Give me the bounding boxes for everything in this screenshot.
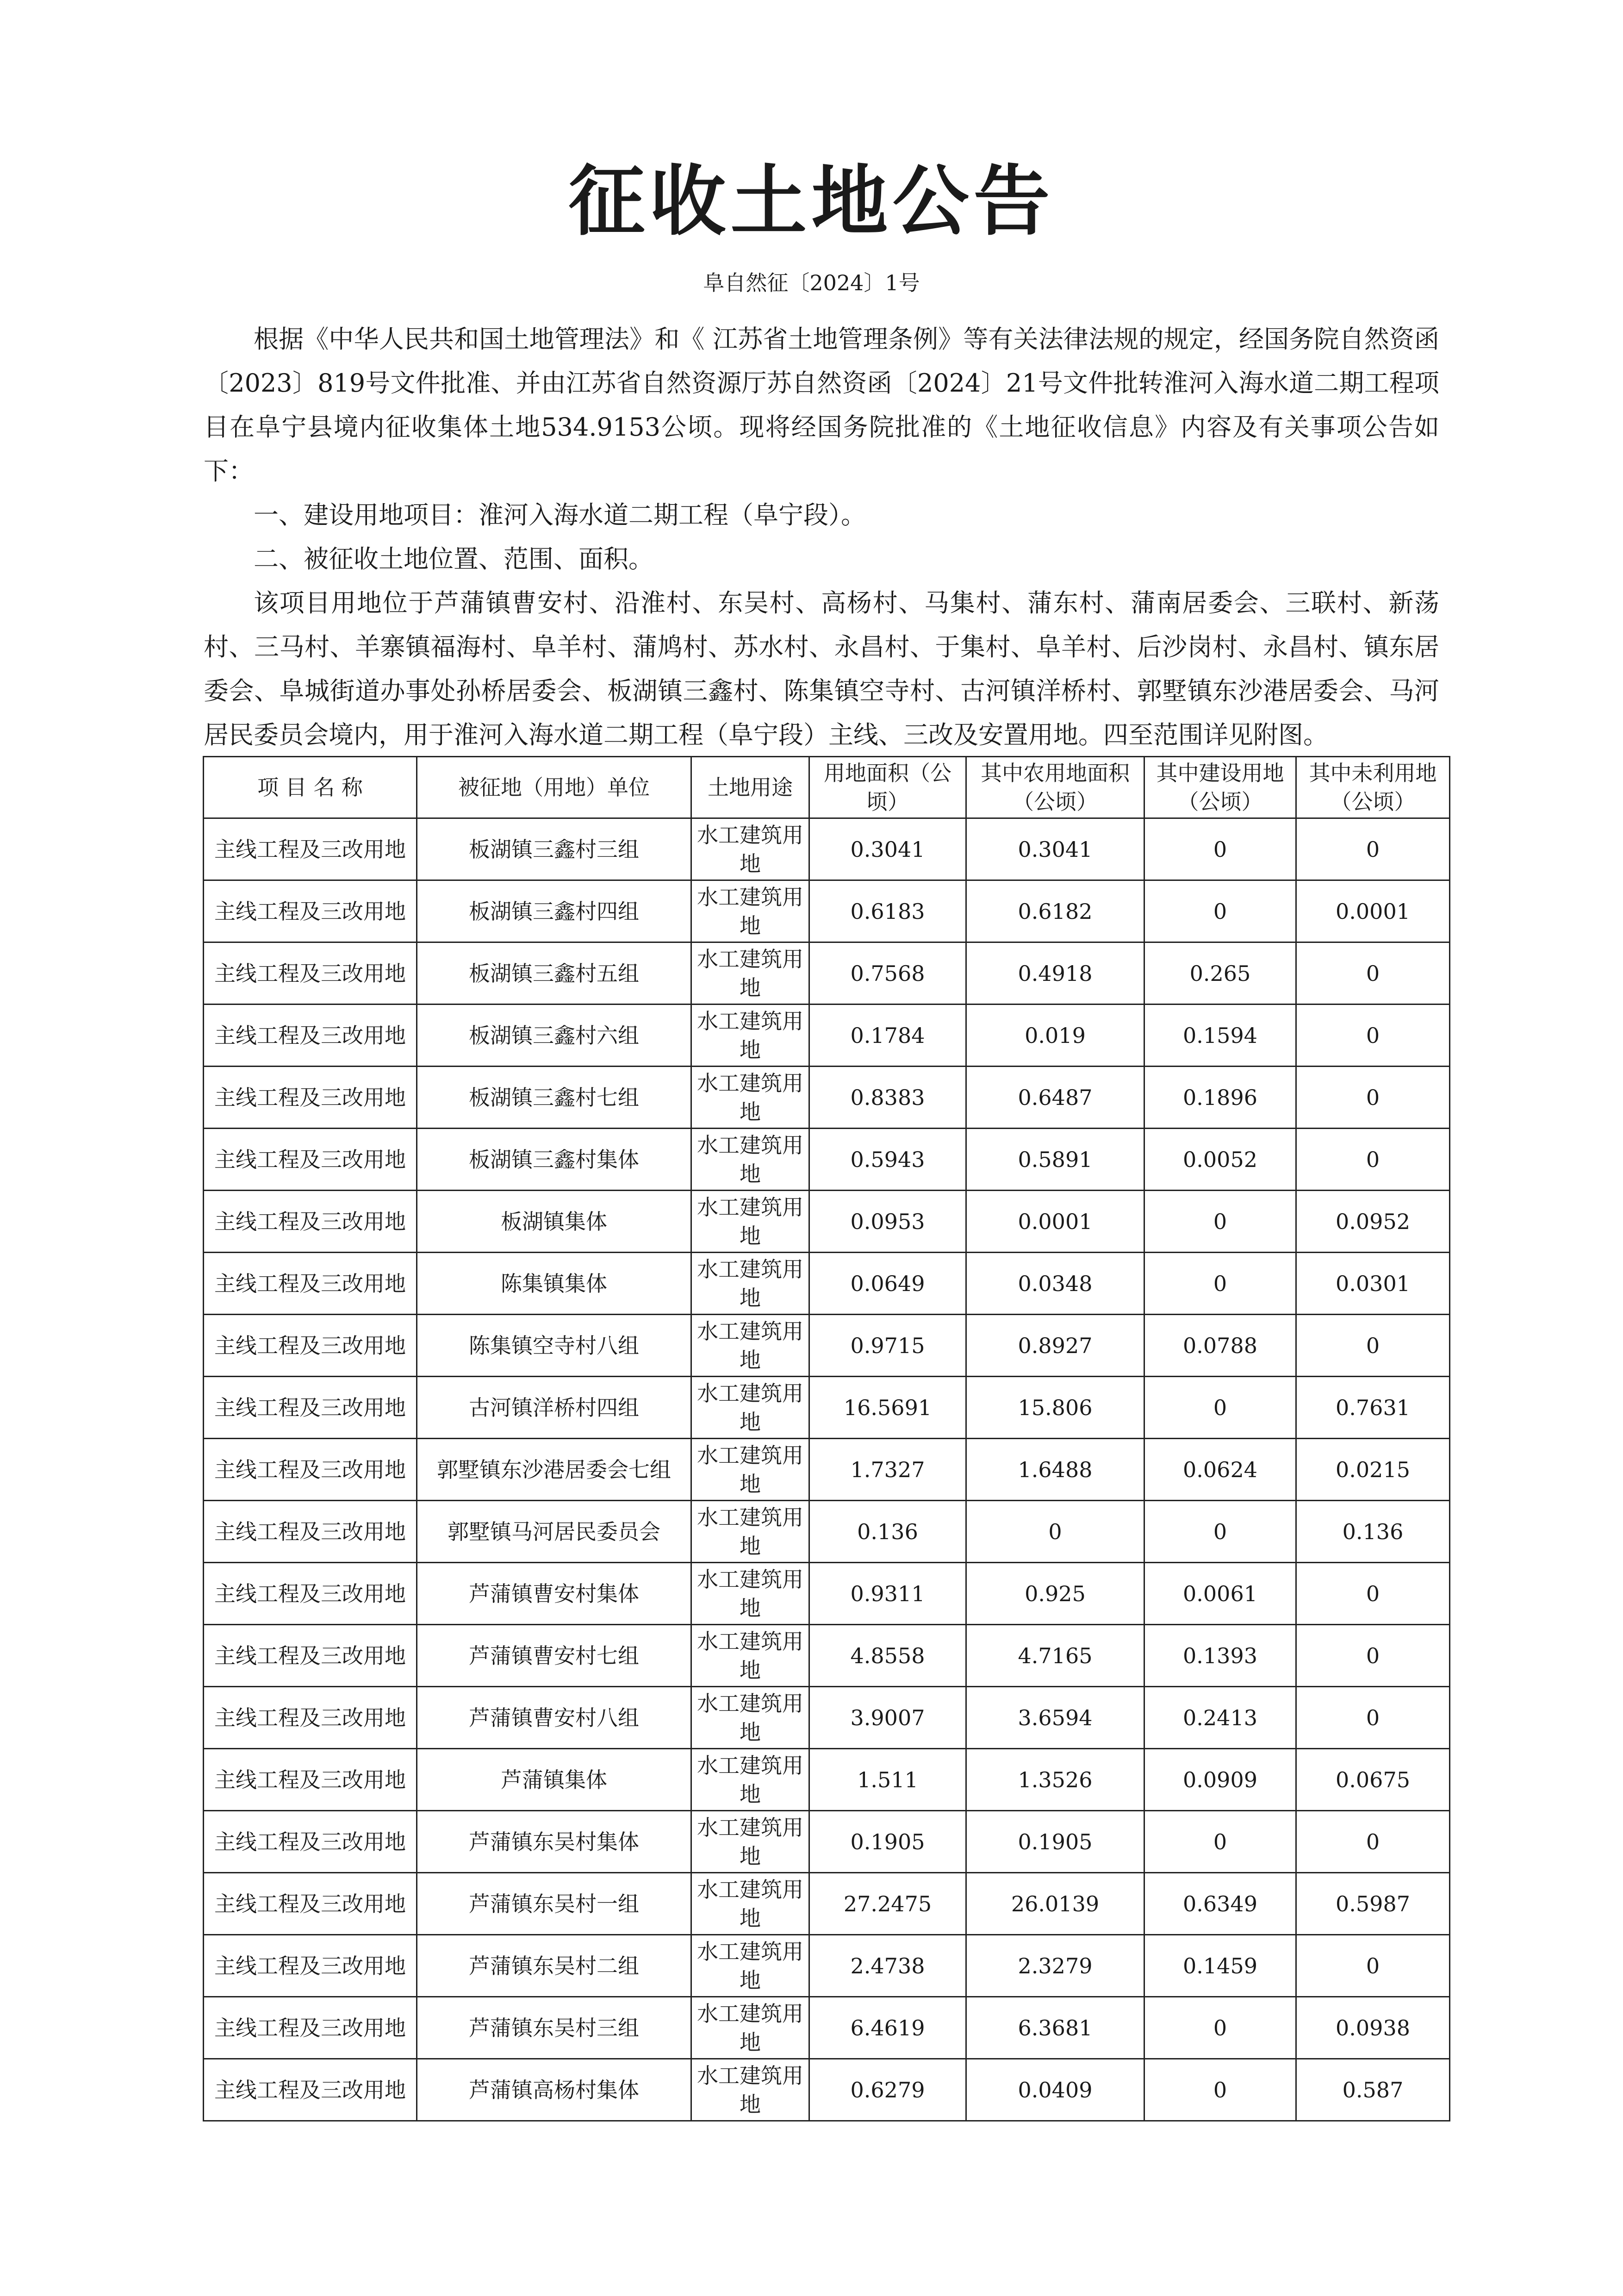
cell-agricultural-area: 0.0348 <box>966 1253 1144 1315</box>
cell-land-use: 水工建筑用地 <box>691 880 809 942</box>
table-row <box>204 1191 1450 1253</box>
cell-unit: 芦蒲镇高杨村集体 <box>417 2059 691 2121</box>
table-row <box>204 1129 1450 1191</box>
cell-project-name: 主线工程及三改用地 <box>204 1563 417 1625</box>
cell-land-use: 水工建筑用地 <box>691 818 809 880</box>
cell-total-area: 0.1784 <box>809 1004 966 1067</box>
item-one-paragraph: 一、建设用地项目：淮河入海水道二期工程（阜宁段）。 <box>254 500 866 530</box>
cell-unit: 芦蒲镇曹安村七组 <box>417 1625 691 1687</box>
cell-project-name: 主线工程及三改用地 <box>204 1377 417 1439</box>
table-row <box>204 1811 1450 1873</box>
cell-land-use: 水工建筑用地 <box>691 1997 809 2059</box>
table-row <box>204 942 1450 1004</box>
cell-unit: 芦蒲镇集体 <box>417 1749 691 1811</box>
cell-unit: 古河镇洋桥村四组 <box>417 1377 691 1439</box>
cell-total-area: 0.1905 <box>809 1811 966 1873</box>
cell-agricultural-area: 0.4918 <box>966 942 1144 1004</box>
cell-construction-area: 0.1896 <box>1144 1067 1296 1129</box>
cell-total-area: 0.5943 <box>809 1129 966 1191</box>
cell-unit: 板湖镇集体 <box>417 1191 691 1253</box>
table-row <box>204 1067 1450 1129</box>
cell-agricultural-area: 0.8927 <box>966 1315 1144 1377</box>
cell-construction-area: 0.0624 <box>1144 1439 1296 1501</box>
cell-project-name: 主线工程及三改用地 <box>204 1625 417 1687</box>
cell-unused-area: 0 <box>1296 1687 1450 1749</box>
land-acquisition-table <box>203 756 1450 2121</box>
cell-land-use: 水工建筑用地 <box>691 1501 809 1563</box>
cell-unit: 芦蒲镇东吴村一组 <box>417 1873 691 1935</box>
table-row <box>204 818 1450 880</box>
cell-total-area: 0.9311 <box>809 1563 966 1625</box>
cell-unit: 郭墅镇马河居民委员会 <box>417 1501 691 1563</box>
cell-project-name: 主线工程及三改用地 <box>204 1315 417 1377</box>
table-row <box>204 1625 1450 1687</box>
cell-agricultural-area: 4.7165 <box>966 1625 1144 1687</box>
cell-construction-area: 0 <box>1144 880 1296 942</box>
cell-total-area: 1.7327 <box>809 1439 966 1501</box>
cell-land-use: 水工建筑用地 <box>691 1811 809 1873</box>
cell-total-area: 0.6183 <box>809 880 966 942</box>
cell-total-area: 1.511 <box>809 1749 966 1811</box>
cell-agricultural-area: 0.3041 <box>966 818 1144 880</box>
cell-project-name: 主线工程及三改用地 <box>204 1749 417 1811</box>
cell-agricultural-area: 0.6182 <box>966 880 1144 942</box>
cell-unit: 板湖镇三鑫村集体 <box>417 1129 691 1191</box>
cell-total-area: 0.0953 <box>809 1191 966 1253</box>
cell-agricultural-area: 0 <box>966 1501 1144 1563</box>
cell-land-use: 水工建筑用地 <box>691 1439 809 1501</box>
cell-unused-area: 0.0001 <box>1296 880 1450 942</box>
cell-agricultural-area: 0.925 <box>966 1563 1144 1625</box>
cell-total-area: 0.8383 <box>809 1067 966 1129</box>
cell-agricultural-area: 15.806 <box>966 1377 1144 1439</box>
cell-total-area: 0.0649 <box>809 1253 966 1315</box>
table-row <box>204 1873 1450 1935</box>
cell-unused-area: 0 <box>1296 1935 1450 1997</box>
header-unit: 被征地（用地）单位 <box>417 757 691 818</box>
cell-project-name: 主线工程及三改用地 <box>204 2059 417 2121</box>
cell-agricultural-area: 0.6487 <box>966 1067 1144 1129</box>
cell-unit: 板湖镇三鑫村三组 <box>417 818 691 880</box>
header-unused-area: 其中未利用地（公顷） <box>1296 757 1450 818</box>
cell-project-name: 主线工程及三改用地 <box>204 1129 417 1191</box>
cell-construction-area: 0 <box>1144 2059 1296 2121</box>
cell-land-use: 水工建筑用地 <box>691 1873 809 1935</box>
cell-land-use: 水工建筑用地 <box>691 1625 809 1687</box>
cell-unused-area: 0 <box>1296 1563 1450 1625</box>
cell-unused-area: 0.0301 <box>1296 1253 1450 1315</box>
cell-project-name: 主线工程及三改用地 <box>204 1873 417 1935</box>
cell-total-area: 6.4619 <box>809 1997 966 2059</box>
cell-unit: 板湖镇三鑫村四组 <box>417 880 691 942</box>
header-agricultural-area: 其中农用地面积（公顷） <box>966 757 1144 818</box>
cell-total-area: 0.7568 <box>809 942 966 1004</box>
document-number: 阜自然征〔2024〕1号 <box>703 270 920 295</box>
cell-agricultural-area: 0.0001 <box>966 1191 1144 1253</box>
table-row <box>204 1749 1450 1811</box>
cell-unit: 芦蒲镇曹安村八组 <box>417 1687 691 1749</box>
cell-unused-area: 0.0675 <box>1296 1749 1450 1811</box>
cell-project-name: 主线工程及三改用地 <box>204 1687 417 1749</box>
cell-construction-area: 0.1594 <box>1144 1004 1296 1067</box>
cell-agricultural-area: 0.019 <box>966 1004 1144 1067</box>
cell-total-area: 0.9715 <box>809 1315 966 1377</box>
cell-construction-area: 0 <box>1144 1377 1296 1439</box>
cell-construction-area: 0.2413 <box>1144 1687 1296 1749</box>
cell-construction-area: 0 <box>1144 1191 1296 1253</box>
cell-unused-area: 0.5987 <box>1296 1873 1450 1935</box>
cell-total-area: 0.3041 <box>809 818 966 880</box>
cell-unused-area: 0 <box>1296 818 1450 880</box>
header-project-name: 项 目 名 称 <box>204 757 417 818</box>
cell-unused-area: 0 <box>1296 1625 1450 1687</box>
table-row <box>204 1997 1450 2059</box>
cell-total-area: 2.4738 <box>809 1935 966 1997</box>
cell-unit: 芦蒲镇东吴村三组 <box>417 1997 691 2059</box>
cell-agricultural-area: 0.0409 <box>966 2059 1144 2121</box>
table-row <box>204 1004 1450 1067</box>
cell-project-name: 主线工程及三改用地 <box>204 1997 417 2059</box>
cell-unused-area: 0.136 <box>1296 1501 1450 1563</box>
cell-land-use: 水工建筑用地 <box>691 1129 809 1191</box>
notice-title: 征收土地公告 <box>568 157 1055 246</box>
cell-construction-area: 0 <box>1144 818 1296 880</box>
cell-project-name: 主线工程及三改用地 <box>204 1253 417 1315</box>
cell-unit: 板湖镇三鑫村七组 <box>417 1067 691 1129</box>
location-paragraph: 该项目用地位于芦蒲镇曹安村、沿淮村、东吴村、高杨村、马集村、蒲东村、蒲南居委会、三联村、新荡村、三马村、羊寨镇福海村、阜羊村、蒲鸠村、苏水村、永昌村、于集村、阜羊村、后沙岗村、永昌村、镇东居委会、阜城街道办事处孙桥居委会、板湖镇三鑫村、陈集镇空寺村、古河镇洋桥村、郭墅镇东沙港居委会、马河居民委员会境内，用于淮河入海水道二期工程（阜宁段）主线、三改及安置用地。四至范围详见附图。 <box>204 588 1439 749</box>
cell-unused-area: 0 <box>1296 1315 1450 1377</box>
cell-construction-area: 0.0061 <box>1144 1563 1296 1625</box>
table-row <box>204 1935 1450 1997</box>
cell-project-name: 主线工程及三改用地 <box>204 1935 417 1997</box>
cell-unused-area: 0.7631 <box>1296 1377 1450 1439</box>
header-construction-area: 其中建设用地（公顷） <box>1144 757 1296 818</box>
cell-unit: 板湖镇三鑫村五组 <box>417 942 691 1004</box>
cell-project-name: 主线工程及三改用地 <box>204 880 417 942</box>
cell-unit: 芦蒲镇东吴村集体 <box>417 1811 691 1873</box>
cell-construction-area: 0.0788 <box>1144 1315 1296 1377</box>
cell-construction-area: 0.6349 <box>1144 1873 1296 1935</box>
cell-land-use: 水工建筑用地 <box>691 942 809 1004</box>
table-header-row <box>204 757 1450 818</box>
cell-land-use: 水工建筑用地 <box>691 1004 809 1067</box>
item-two-paragraph: 二、被征收土地位置、范围、面积。 <box>254 544 653 574</box>
cell-unused-area: 0 <box>1296 1811 1450 1873</box>
cell-unit: 郭墅镇东沙港居委会七组 <box>417 1439 691 1501</box>
cell-construction-area: 0 <box>1144 1253 1296 1315</box>
cell-land-use: 水工建筑用地 <box>691 1253 809 1315</box>
table-row <box>204 1687 1450 1749</box>
cell-agricultural-area: 0.1905 <box>966 1811 1144 1873</box>
table-body <box>204 818 1450 2121</box>
cell-project-name: 主线工程及三改用地 <box>204 1067 417 1129</box>
cell-project-name: 主线工程及三改用地 <box>204 1439 417 1501</box>
cell-total-area: 3.9007 <box>809 1687 966 1749</box>
cell-land-use: 水工建筑用地 <box>691 1563 809 1625</box>
table-row <box>204 1315 1450 1377</box>
cell-total-area: 0.136 <box>809 1501 966 1563</box>
header-total-area: 用地面积（公顷） <box>809 757 966 818</box>
cell-unused-area: 0 <box>1296 1129 1450 1191</box>
cell-land-use: 水工建筑用地 <box>691 1377 809 1439</box>
cell-agricultural-area: 26.0139 <box>966 1873 1144 1935</box>
table-row <box>204 880 1450 942</box>
notice-body <box>204 317 1439 757</box>
cell-project-name: 主线工程及三改用地 <box>204 818 417 880</box>
table-row <box>204 1253 1450 1315</box>
table-row <box>204 1501 1450 1563</box>
table-row <box>204 1377 1450 1439</box>
cell-unused-area: 0.0215 <box>1296 1439 1450 1501</box>
cell-land-use: 水工建筑用地 <box>691 1191 809 1253</box>
cell-land-use: 水工建筑用地 <box>691 2059 809 2121</box>
cell-construction-area: 0 <box>1144 1501 1296 1563</box>
cell-construction-area: 0.1459 <box>1144 1935 1296 1997</box>
cell-construction-area: 0 <box>1144 1997 1296 2059</box>
cell-land-use: 水工建筑用地 <box>691 1687 809 1749</box>
cell-construction-area: 0.265 <box>1144 942 1296 1004</box>
cell-construction-area: 0 <box>1144 1811 1296 1873</box>
cell-unused-area: 0.0952 <box>1296 1191 1450 1253</box>
cell-unused-area: 0 <box>1296 1004 1450 1067</box>
cell-project-name: 主线工程及三改用地 <box>204 942 417 1004</box>
cell-unit: 陈集镇空寺村八组 <box>417 1315 691 1377</box>
cell-total-area: 16.5691 <box>809 1377 966 1439</box>
intro-paragraph: 根据《中华人民共和国土地管理法》和《 江苏省土地管理条例》等有关法律法规的规定，经国务院自然资函〔2023〕819号文件批准、并由江苏省自然资源厅苏自然资函〔2024〕21号文件批转淮河入海水道二期工程项目在阜宁县境内征收集体土地534.9153公顷。现将经国务院批准的《土地征收信息》内容及有关事项公告如下： <box>204 324 1439 486</box>
cell-unused-area: 0.0938 <box>1296 1997 1450 2059</box>
cell-land-use: 水工建筑用地 <box>691 1935 809 1997</box>
cell-land-use: 水工建筑用地 <box>691 1749 809 1811</box>
cell-unit: 芦蒲镇东吴村二组 <box>417 1935 691 1997</box>
header-land-use: 土地用途 <box>691 757 809 818</box>
cell-land-use: 水工建筑用地 <box>691 1067 809 1129</box>
cell-agricultural-area: 1.6488 <box>966 1439 1144 1501</box>
cell-project-name: 主线工程及三改用地 <box>204 1501 417 1563</box>
table-row <box>204 2059 1450 2121</box>
cell-unused-area: 0.587 <box>1296 2059 1450 2121</box>
cell-total-area: 27.2475 <box>809 1873 966 1935</box>
cell-construction-area: 0.0052 <box>1144 1129 1296 1191</box>
cell-total-area: 4.8558 <box>809 1625 966 1687</box>
cell-agricultural-area: 2.3279 <box>966 1935 1144 1997</box>
table-row <box>204 1563 1450 1625</box>
cell-total-area: 0.6279 <box>809 2059 966 2121</box>
cell-unit: 陈集镇集体 <box>417 1253 691 1315</box>
cell-project-name: 主线工程及三改用地 <box>204 1191 417 1253</box>
cell-unused-area: 0 <box>1296 1067 1450 1129</box>
cell-project-name: 主线工程及三改用地 <box>204 1004 417 1067</box>
cell-construction-area: 0.1393 <box>1144 1625 1296 1687</box>
cell-project-name: 主线工程及三改用地 <box>204 1811 417 1873</box>
cell-agricultural-area: 3.6594 <box>966 1687 1144 1749</box>
cell-land-use: 水工建筑用地 <box>691 1315 809 1377</box>
cell-unit: 芦蒲镇曹安村集体 <box>417 1563 691 1625</box>
cell-agricultural-area: 0.5891 <box>966 1129 1144 1191</box>
cell-agricultural-area: 1.3526 <box>966 1749 1144 1811</box>
cell-unused-area: 0 <box>1296 942 1450 1004</box>
cell-agricultural-area: 6.3681 <box>966 1997 1144 2059</box>
cell-unit: 板湖镇三鑫村六组 <box>417 1004 691 1067</box>
table-row <box>204 1439 1450 1501</box>
cell-construction-area: 0.0909 <box>1144 1749 1296 1811</box>
